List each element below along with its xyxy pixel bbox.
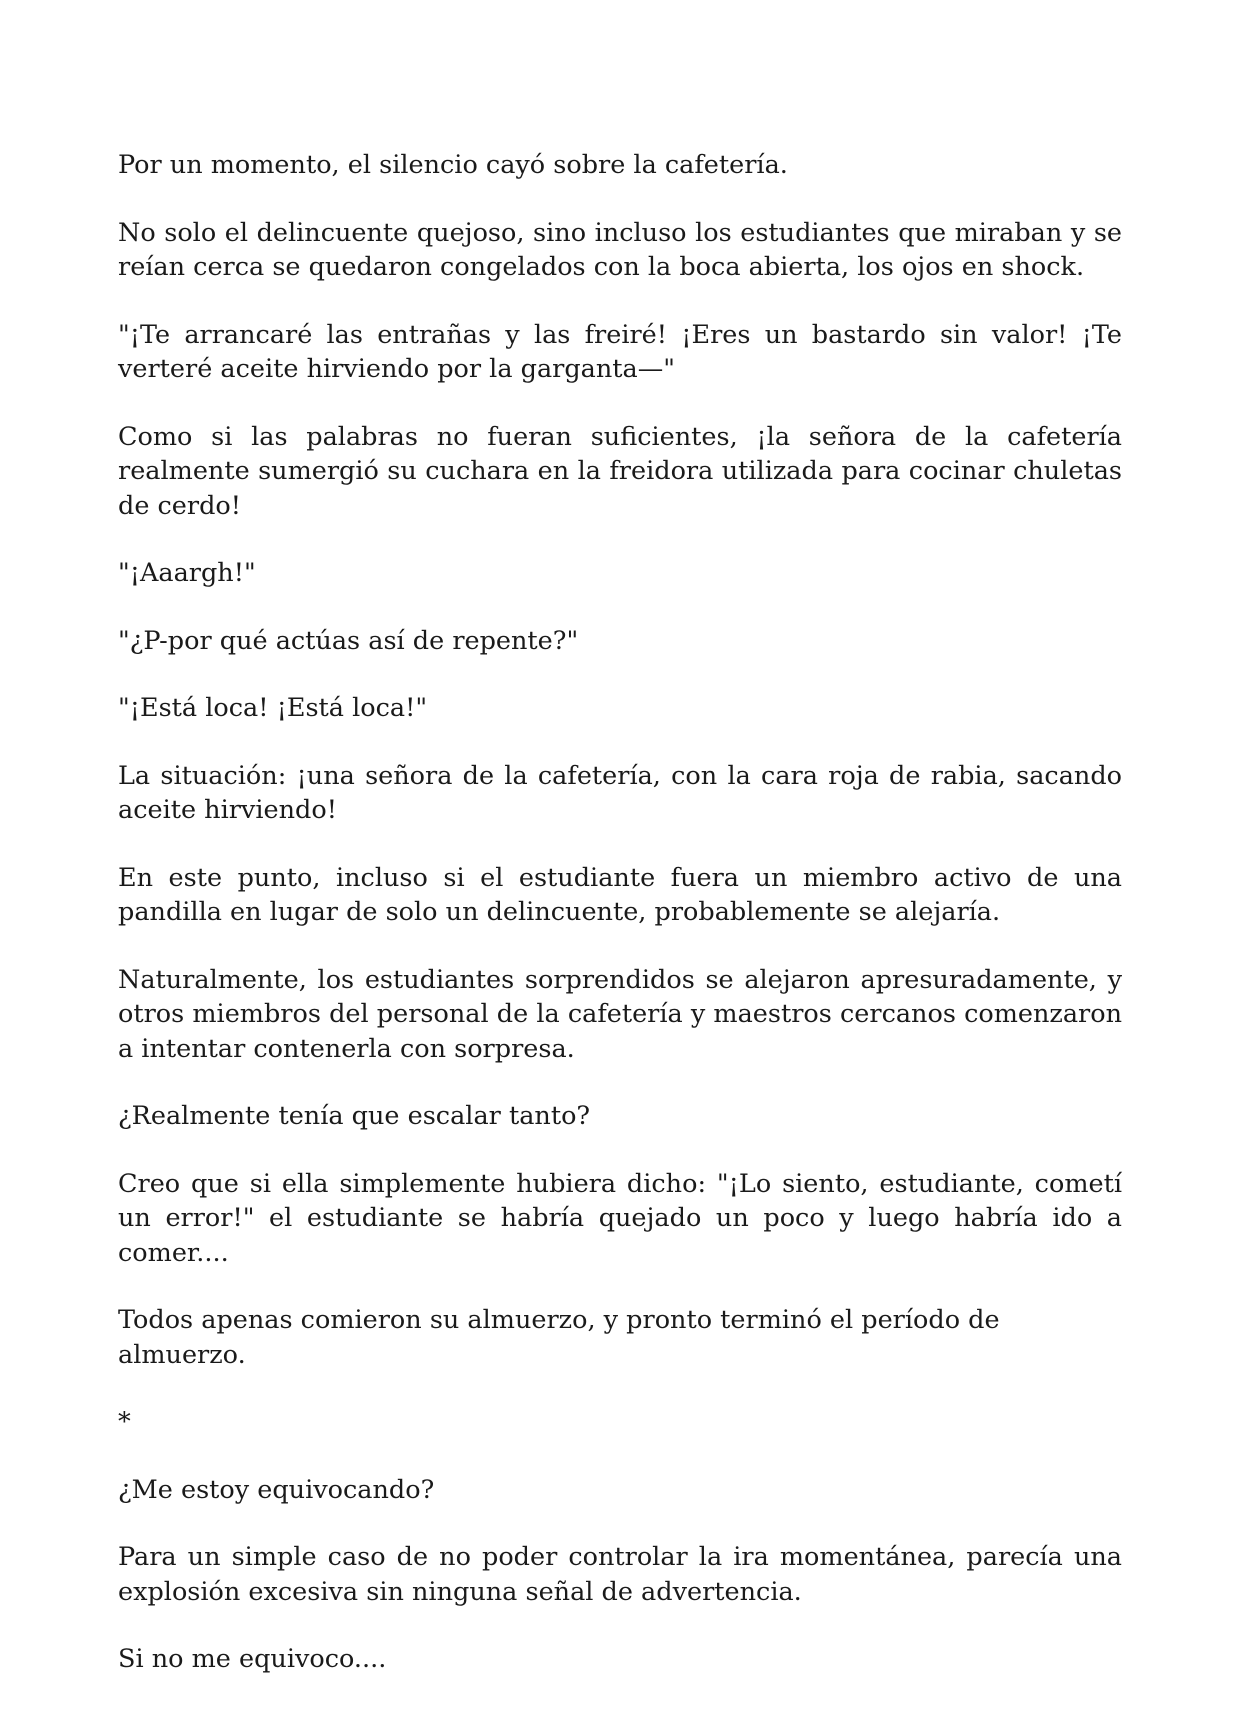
paragraph: Todos apenas comieron su almuerzo, y pronto terminó el período de almuerzo.: [118, 1305, 1000, 1370]
paragraph: Por un momento, el silencio cayó sobre la cafetería.: [118, 150, 788, 180]
paragraph: "¡Aaargh!": [118, 558, 256, 588]
paragraph: Como si las palabras no fueran suficientes, ¡la señora de la cafetería realmente sumergió su cuchara en la freidora utilizada para cocinar chuletas de cerdo!: [118, 421, 1122, 521]
paragraph: Si no me equivoco....: [118, 1644, 387, 1674]
paragraph: Creo que si ella simplemente hubiera dicho: "¡Lo siento, estudiante, cometí un error!" el estudiante se habría quejado un poco y luego habría ido a comer....: [118, 1168, 1122, 1268]
paragraph: Naturalmente, los estudiantes sorprendidos se alejaron apresuradamente, y otros miembros del personal de la cafetería y maestros cercanos comenzaron a intentar contenerla con sorpresa.: [118, 964, 1122, 1064]
scene-break: *: [118, 1407, 131, 1437]
paragraph: ¿Me estoy equivocando?: [118, 1474, 435, 1505]
paragraph: La situación: ¡una señora de la cafetería, con la cara roja de rabia, sacando aceite hirviendo!: [118, 760, 1122, 825]
document-body: [118, 148, 1122, 1710]
paragraph: ¿Realmente tenía que escalar tanto?: [118, 1101, 591, 1131]
paragraph: "¿P-por qué actúas así de repente?": [118, 625, 579, 656]
paragraph: No solo el delincuente quejoso, sino incluso los estudiantes que miraban y se reían cerca se quedaron congelados con la boca abierta, los ojos en shock.: [118, 217, 1122, 282]
paragraph: En este punto, incluso si el estudiante fuera un miembro activo de una pandilla en lugar de solo un delincuente, probablemente se alejaría.: [118, 862, 1122, 927]
paragraph: "¡Está loca! ¡Está loca!": [118, 693, 428, 723]
paragraph: Para un simple caso de no poder controlar la ira momentánea, parecía una explosión excesiva sin ninguna señal de advertencia.: [118, 1542, 1122, 1607]
paragraph: "¡Te arrancaré las entrañas y las freiré! ¡Eres un bastardo sin valor! ¡Te verteré aceite hirviendo por la garganta—": [118, 319, 1122, 384]
